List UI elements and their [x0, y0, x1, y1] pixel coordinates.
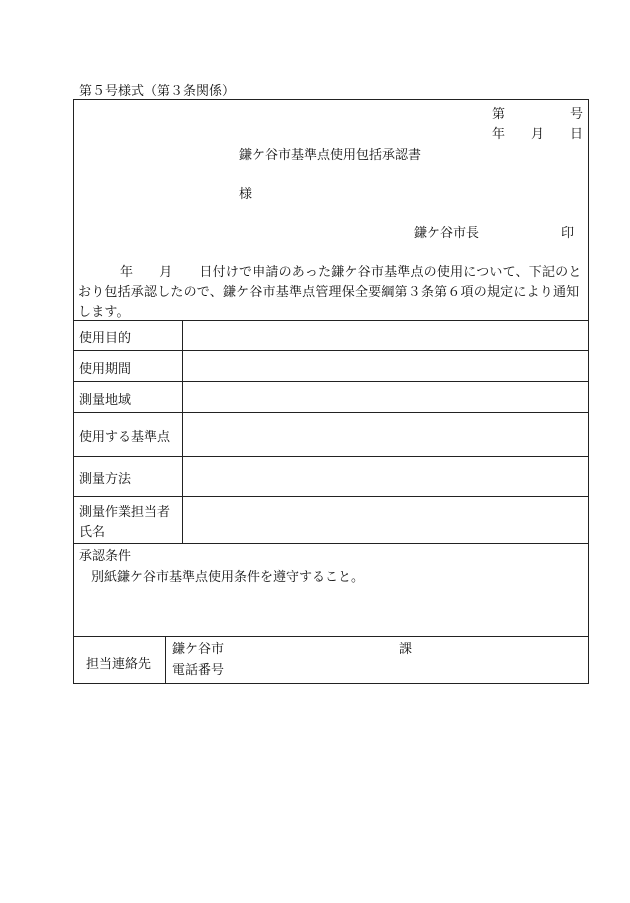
label-surveyor-line1: 測量作業担当者	[79, 505, 171, 520]
body-line3: します。	[78, 305, 130, 320]
row-divider	[74, 320, 588, 321]
form-number-label: 第５号様式（第３条関係）	[79, 84, 236, 99]
issuer-name: 鎌ケ谷市長	[414, 226, 480, 241]
body-line2: おり包括承認したので、鎌ケ谷市基準点管理保全要綱第３条第６項の規定により通知	[78, 285, 580, 300]
conditions-label: 承認条件	[79, 549, 132, 564]
contact-phone: 電話番号	[172, 663, 225, 678]
date-year: 年	[492, 127, 506, 142]
label-area: 測量地域	[79, 393, 132, 408]
number-dai: 第	[492, 107, 506, 122]
row-divider	[74, 412, 588, 413]
row-divider	[74, 496, 588, 497]
label-reference-points: 使用する基準点	[79, 430, 171, 445]
conditions-text: 別紙鎌ケ谷市基準点使用条件を遵守すること。	[91, 570, 365, 585]
column-divider	[165, 636, 166, 684]
column-divider	[182, 320, 183, 543]
contact-label: 担当連絡先	[86, 657, 152, 672]
approval-form	[73, 99, 589, 684]
row-divider	[74, 543, 588, 544]
label-period: 使用期間	[79, 362, 132, 377]
row-divider	[74, 350, 588, 351]
label-purpose: 使用目的	[79, 331, 132, 346]
label-method: 測量方法	[79, 472, 132, 487]
addressee-suffix: 様	[239, 187, 253, 202]
body-line1: 日付けで申請のあった鎌ケ谷市基準点の使用について、下記のと	[199, 265, 582, 280]
seal-mark: 印	[561, 226, 575, 241]
body-year: 年	[120, 265, 134, 280]
contact-city: 鎌ケ谷市	[172, 642, 225, 657]
date-month: 月	[531, 127, 545, 142]
row-divider	[74, 456, 588, 457]
contact-section: 課	[399, 642, 413, 657]
date-day: 日	[570, 127, 584, 142]
row-divider	[74, 381, 588, 382]
row-divider	[74, 636, 588, 637]
document-title: 鎌ケ谷市基準点使用包括承認書	[239, 148, 422, 163]
body-month: 月	[159, 265, 173, 280]
notice-body	[78, 263, 586, 323]
label-surveyor-line2: 氏名	[79, 525, 106, 540]
number-go: 号	[570, 107, 584, 122]
